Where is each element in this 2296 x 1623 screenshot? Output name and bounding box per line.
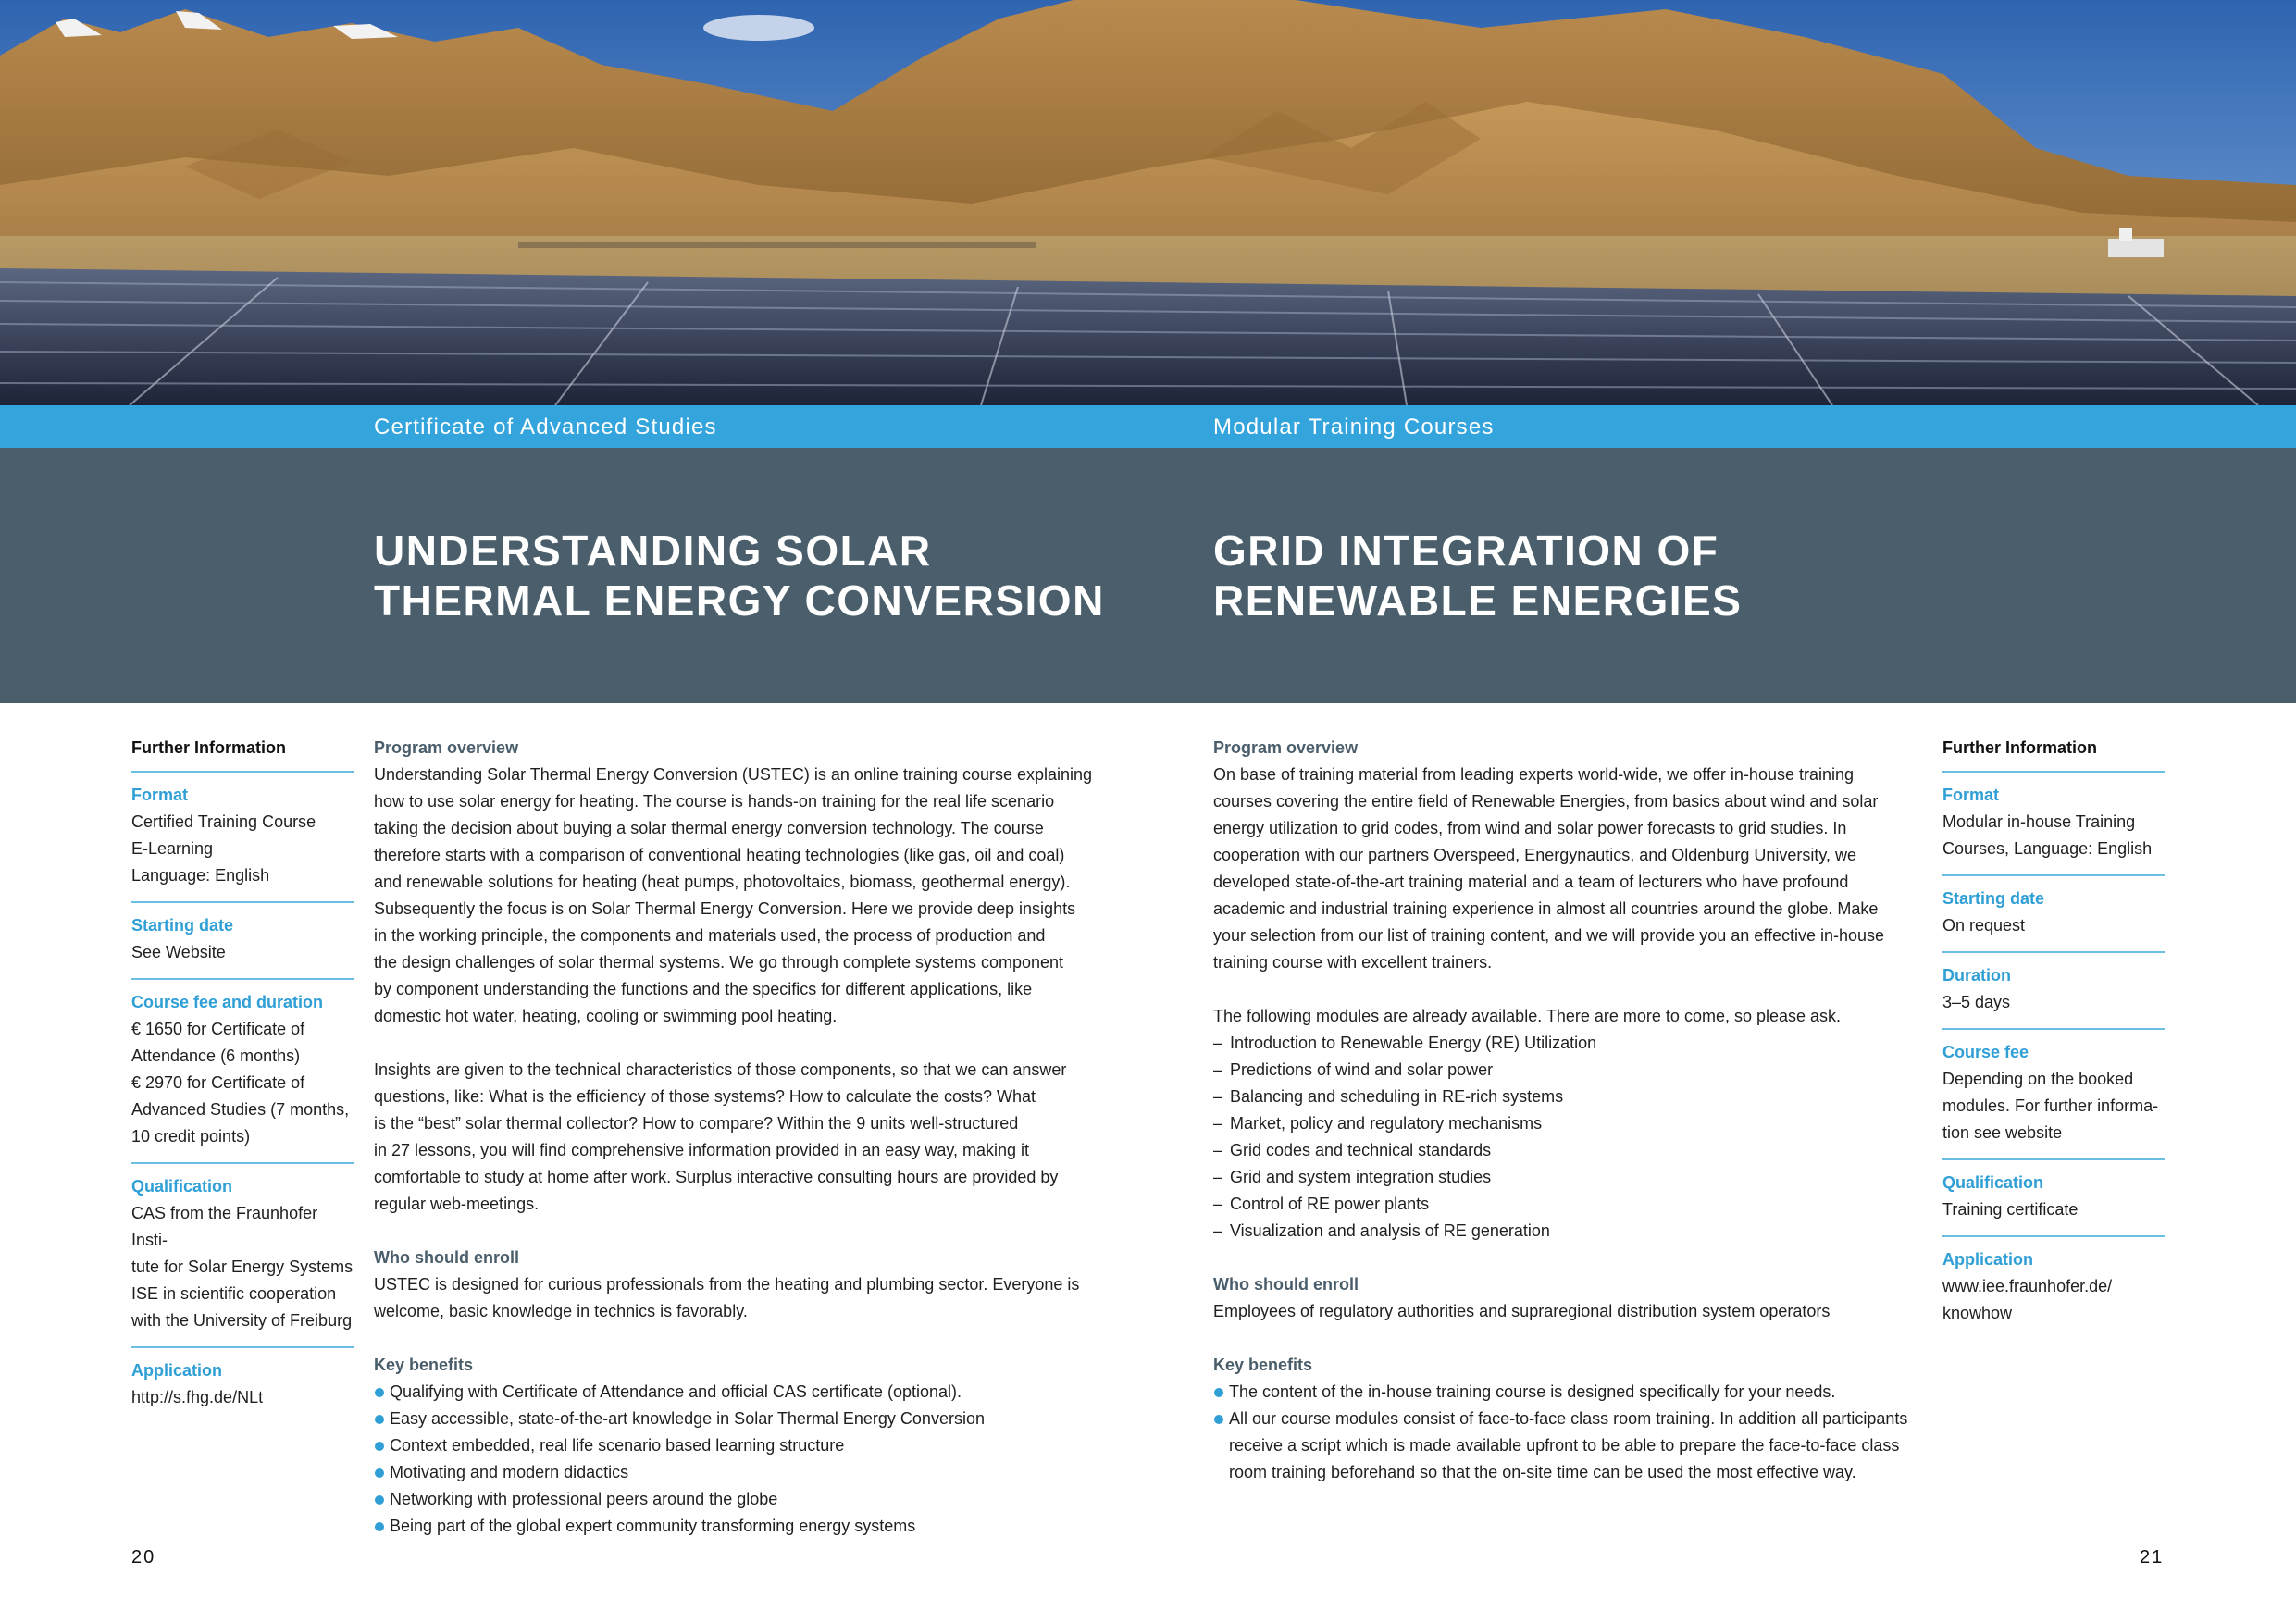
qualification-line: tute for Solar Energy Systems xyxy=(131,1258,354,1276)
overview-line: therefore starts with a comparison of conventional heating technologies (like gas, oil and coal) xyxy=(374,846,1065,864)
modules-list xyxy=(1213,1030,1944,1245)
application-link[interactable]: knowhow xyxy=(1942,1304,2013,1322)
left-main-column xyxy=(374,735,1114,1540)
overview-line: by component understanding the functions and the specifics for different applications, like xyxy=(374,980,1033,998)
list-item xyxy=(374,1486,1114,1513)
right-section-label: Modular Training Courses xyxy=(1213,415,1495,440)
hero-photo xyxy=(0,0,2296,405)
duration-value: 3–5 days xyxy=(1942,993,2011,1011)
format-line: E-Learning xyxy=(131,839,214,858)
list-item xyxy=(374,1406,1114,1432)
qualification-value: Training certificate xyxy=(1942,1200,2079,1219)
qualification-line: with the University of Freiburg xyxy=(131,1311,353,1330)
left-title-line: UNDERSTANDING SOLAR xyxy=(374,527,932,575)
bullet-icon xyxy=(375,1442,384,1451)
overview-line: training course with excellent trainers. xyxy=(1213,953,1493,972)
enroll-line: USTEC is designed for curious professionals from the heating and plumbing sector. Everyone is xyxy=(374,1275,1080,1294)
starting-date-label: Starting date xyxy=(1942,889,2045,908)
qualification-line: CAS from the Fraunhofer Insti- xyxy=(131,1204,318,1249)
overview-line: courses covering the entire field of Renewable Energies, from basics about wind and solar xyxy=(1213,792,1879,811)
list-item: – Grid codes and technical standards xyxy=(1213,1137,1944,1164)
overview-line: energy utilization to grid codes, from wind and solar power forecasts to grid studies. In xyxy=(1213,819,1847,837)
course-fee-line: Depending on the booked xyxy=(1942,1070,2134,1088)
qualification-section xyxy=(1942,1158,2165,1223)
list-item: – Balancing and scheduling in RE-rich systems xyxy=(1213,1084,1944,1110)
list-item: – Predictions of wind and solar power xyxy=(1213,1057,1944,1084)
solar-field-illustration xyxy=(0,0,2296,405)
starting-date-value: On request xyxy=(1942,916,2026,935)
format-line: Courses, Language: English xyxy=(1942,839,2153,858)
bullet-icon xyxy=(375,1522,384,1531)
overview-line: and renewable solutions for heating (heat pumps, photovoltaics, biomass, geothermal energy). xyxy=(374,873,1071,891)
list-item: – Introduction to Renewable Energy (RE) Utilization xyxy=(1213,1030,1944,1057)
format-section xyxy=(131,771,354,889)
page-number-right: 21 xyxy=(2140,1547,2165,1567)
format-label: Format xyxy=(1942,786,2000,804)
list-item: – Control of RE power plants xyxy=(1213,1191,1944,1218)
insights-line: regular web-meetings. xyxy=(374,1195,540,1213)
bullet-icon xyxy=(375,1388,384,1397)
benefit-text: Networking with professional peers around the globe xyxy=(390,1490,778,1508)
overview-line: cooperation with our partners Overspeed, Energynautics, and Oldenburg University, we xyxy=(1213,846,1857,864)
course-fee-label: Course fee and duration xyxy=(131,993,324,1011)
overview-line: your selection from our list of training content, and we will provide you an effective in-house xyxy=(1213,926,1885,945)
benefit-text: All our course modules consist of face-to-face class room training. In addition all participants xyxy=(1229,1409,1908,1428)
course-fee-section xyxy=(131,978,354,1150)
starting-date-label: Starting date xyxy=(131,916,234,935)
key-benefits-heading: Key benefits xyxy=(1213,1356,1313,1374)
qualification-section xyxy=(131,1162,354,1334)
course-fee-line: 10 credit points) xyxy=(131,1127,251,1146)
benefit-text: Context embedded, real life scenario based learning structure xyxy=(390,1436,845,1455)
list-item: – Visualization and analysis of RE generation xyxy=(1213,1218,1944,1245)
list-item: – Grid and system integration studies xyxy=(1213,1164,1944,1191)
overview-line: developed state-of-the-art training material and a team of lecturers who have profound xyxy=(1213,873,1849,891)
application-label: Application xyxy=(1942,1250,2033,1269)
list-item xyxy=(374,1379,1114,1406)
list-item xyxy=(374,1459,1114,1486)
application-link[interactable]: http://s.fhg.de/NLt xyxy=(131,1388,264,1406)
section-bar xyxy=(0,405,2296,448)
duration-label: Duration xyxy=(1942,966,2011,985)
overview-line: On base of training material from leading experts world-wide, we offer in-house training xyxy=(1213,765,1855,784)
enroll-text: Employees of regulatory authorities and supraregional distribution system operators xyxy=(1213,1302,1831,1320)
application-section xyxy=(131,1346,354,1411)
modules-intro: The following modules are already available. There are more to come, so please ask. xyxy=(1213,1007,1842,1025)
insights-line: comfortable to study at home after work. Surplus interactive consulting hours are provided by xyxy=(374,1168,1059,1186)
qualification-label: Qualification xyxy=(131,1177,233,1196)
spacer xyxy=(374,1325,1114,1352)
overview-line: the design challenges of solar thermal systems. We go through complete systems component xyxy=(374,953,1064,972)
benefit-text: The content of the in-house training course is designed specifically for your needs. xyxy=(1229,1382,1836,1401)
right-page-title xyxy=(1213,526,1972,626)
spacer xyxy=(374,1030,1114,1057)
bullet-icon xyxy=(1214,1388,1223,1397)
list-item xyxy=(374,1513,1114,1540)
list-item xyxy=(1213,1379,1944,1406)
insights-line: in 27 lessons, you will find comprehensive information provided in an easy way, making it xyxy=(374,1141,1030,1159)
qualification-line: ISE in scientific cooperation xyxy=(131,1284,337,1303)
benefit-text: Being part of the global expert community transforming energy systems xyxy=(390,1517,916,1535)
course-fee-line: modules. For further informa- xyxy=(1942,1096,2159,1115)
left-section-label: Certificate of Advanced Studies xyxy=(374,415,717,440)
application-link[interactable]: www.iee.fraunhofer.de/ xyxy=(1942,1277,2113,1295)
course-fee-section xyxy=(1942,1028,2165,1146)
course-fee-line: Advanced Studies (7 months, xyxy=(131,1100,350,1119)
insights-line: is the “best” solar thermal collector? How to compare? Within the 9 units well-structured xyxy=(374,1114,1019,1133)
format-line: Language: English xyxy=(131,866,270,885)
application-section xyxy=(1942,1235,2165,1327)
list-item xyxy=(1213,1406,1944,1486)
enroll-line: welcome, basic knowledge in technics is favorably. xyxy=(374,1302,748,1320)
left-title-line: THERMAL ENERGY CONVERSION xyxy=(374,576,1105,625)
spacer xyxy=(1213,976,1944,1003)
course-fee-line: Attendance (6 months) xyxy=(131,1047,301,1065)
format-label: Format xyxy=(131,786,189,804)
page-number-left: 20 xyxy=(131,1547,156,1567)
spacer xyxy=(374,1218,1114,1245)
key-benefits-list xyxy=(1213,1379,1944,1486)
further-info-heading: Further Information xyxy=(1942,738,2097,757)
overview-line: Subsequently the focus is on Solar Thermal Energy Conversion. Here we provide deep insights xyxy=(374,899,1076,918)
right-main-column xyxy=(1213,735,1944,1486)
bullet-icon xyxy=(375,1415,384,1424)
right-further-info xyxy=(1942,735,2165,1327)
benefit-text: Easy accessible, state-of-the-art knowledge in Solar Thermal Energy Conversion xyxy=(390,1409,985,1428)
left-further-info xyxy=(131,735,354,1411)
benefit-text: receive a script which is made available upfront to be able to prepare the face-to-face class xyxy=(1229,1436,1900,1455)
list-item xyxy=(374,1432,1114,1459)
who-should-enroll-heading: Who should enroll xyxy=(1213,1275,1359,1294)
left-page-title xyxy=(374,526,1133,626)
program-overview-heading: Program overview xyxy=(374,738,519,757)
duration-section xyxy=(1942,951,2165,1016)
course-fee-label: Course fee xyxy=(1942,1043,2029,1061)
bullet-icon xyxy=(1214,1415,1223,1424)
qualification-label: Qualification xyxy=(1942,1173,2044,1192)
starting-date-value: See Website xyxy=(131,943,226,961)
right-title-line: RENEWABLE ENERGIES xyxy=(1213,576,1743,625)
overview-line: in the working principle, the components and materials used, the process of production and xyxy=(374,926,1046,945)
list-item: – Market, policy and regulatory mechanisms xyxy=(1213,1110,1944,1137)
spacer xyxy=(1213,1245,1944,1271)
spacer xyxy=(1213,1325,1944,1352)
format-section xyxy=(1942,771,2165,862)
overview-line: Understanding Solar Thermal Energy Conversion (USTEC) is an online training course explaining xyxy=(374,765,1093,784)
overview-line: how to use solar energy for heating. The course is hands-on training for the real life scenario xyxy=(374,792,1055,811)
course-fee-line: € 2970 for Certificate of xyxy=(131,1073,305,1092)
insights-line: questions, like: What is the efficiency of those systems? How to calculate the costs? What xyxy=(374,1087,1036,1106)
further-info-heading: Further Information xyxy=(131,738,286,757)
starting-date-section xyxy=(131,901,354,966)
application-label: Application xyxy=(131,1361,222,1380)
bullet-icon xyxy=(375,1495,384,1505)
program-overview-heading: Program overview xyxy=(1213,738,1359,757)
overview-line: taking the decision about buying a solar thermal energy conversion technology. The course xyxy=(374,819,1044,837)
overview-line: domestic hot water, heating, cooling or swimming pool heating. xyxy=(374,1007,838,1025)
key-benefits-list xyxy=(374,1379,1114,1540)
key-benefits-heading: Key benefits xyxy=(374,1356,474,1374)
overview-line: academic and industrial training experience in almost all countries around the globe. Make xyxy=(1213,899,1879,918)
benefit-text: room training beforehand so that the on-site time can be used the most effective way. xyxy=(1229,1463,1856,1481)
format-line: Modular in-house Training xyxy=(1942,812,2136,831)
format-line: Certified Training Course xyxy=(131,812,316,831)
bullet-icon xyxy=(375,1468,384,1478)
course-fee-line: tion see website xyxy=(1942,1123,2063,1142)
insights-line: Insights are given to the technical characteristics of those components, so that we can answer xyxy=(374,1060,1067,1079)
right-title-line: GRID INTEGRATION OF xyxy=(1213,527,1719,575)
benefit-text: Motivating and modern didactics xyxy=(390,1463,629,1481)
starting-date-section xyxy=(1942,874,2165,939)
course-fee-line: € 1650 for Certificate of xyxy=(131,1020,305,1038)
benefit-text: Qualifying with Certificate of Attendance and official CAS certificate (optional). xyxy=(390,1382,962,1401)
who-should-enroll-heading: Who should enroll xyxy=(374,1248,519,1267)
